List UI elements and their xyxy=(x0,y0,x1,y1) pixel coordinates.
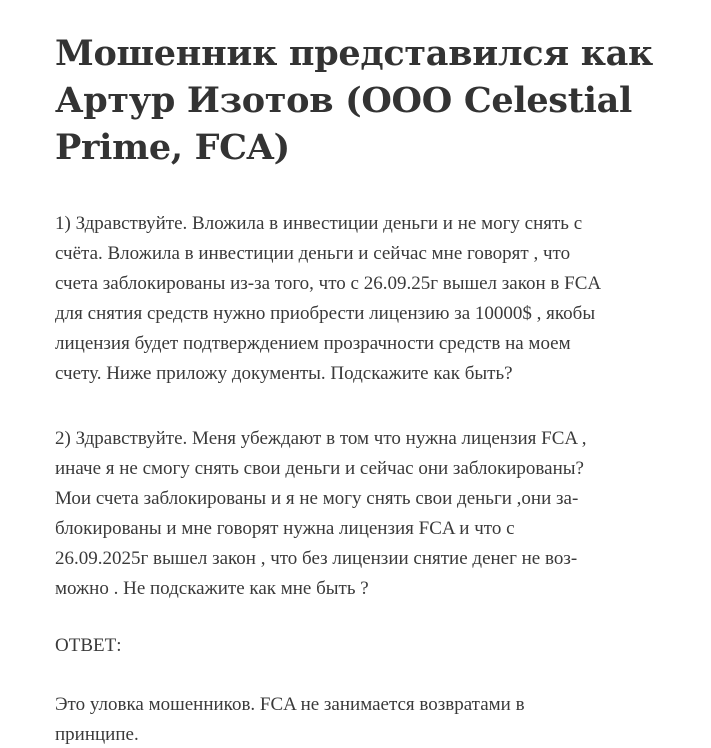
question-1-line: лицензия будет подтверждением прозрачности средств на моем xyxy=(55,333,571,354)
question-2-line: 2) Здравствуйте. Меня убеждают в том что нужна лицензия FCA , xyxy=(55,428,587,449)
question-2-line: Мои счета заблокированы и я не могу снять свои деньги ,они за- xyxy=(55,488,579,509)
article-title-line: Мошенник представился как xyxy=(55,33,654,74)
answer-label: ОТВЕТ: xyxy=(55,635,122,656)
question-1-line: для снятия средств нужно приобрести лицензию за 10000$ , якобы xyxy=(55,303,596,324)
answer-line: Это уловка мошенников. FCA не занимается возвратами в xyxy=(55,694,525,715)
question-2-line: можно . Не подскажите как мне быть ? xyxy=(55,578,369,599)
question-2-line: блокированы и мне говорят нужна лицензия FCA и что с xyxy=(55,518,515,539)
article-title xyxy=(55,30,675,171)
question-1-line: 1) Здравствуйте. Вложила в инвестиции деньги и не могу снять с xyxy=(55,213,583,234)
question-1-line: счета заблокированы из-за того, что с 26.09.25г вышел закон в FCA xyxy=(55,273,602,294)
article xyxy=(55,0,675,745)
answer-line: принципе. xyxy=(55,724,139,745)
question-2-line: 26.09.2025г вышел закон , что без лицензии снятие денег не воз- xyxy=(55,548,578,569)
question-2-line: иначе я не смогу снять свои деньги и сейчас они заблокированы? xyxy=(55,458,584,479)
question-1-line: счету. Ниже приложу документы. Подскажите как быть? xyxy=(55,363,513,384)
article-title-line: Prime, FCA) xyxy=(55,127,290,168)
question-1-line: счёта. Вложила в инвестиции деньги и сейчас мне говорят , что xyxy=(55,243,571,264)
article-title-line: Артур Изотов (ООО Celestial xyxy=(55,80,632,121)
